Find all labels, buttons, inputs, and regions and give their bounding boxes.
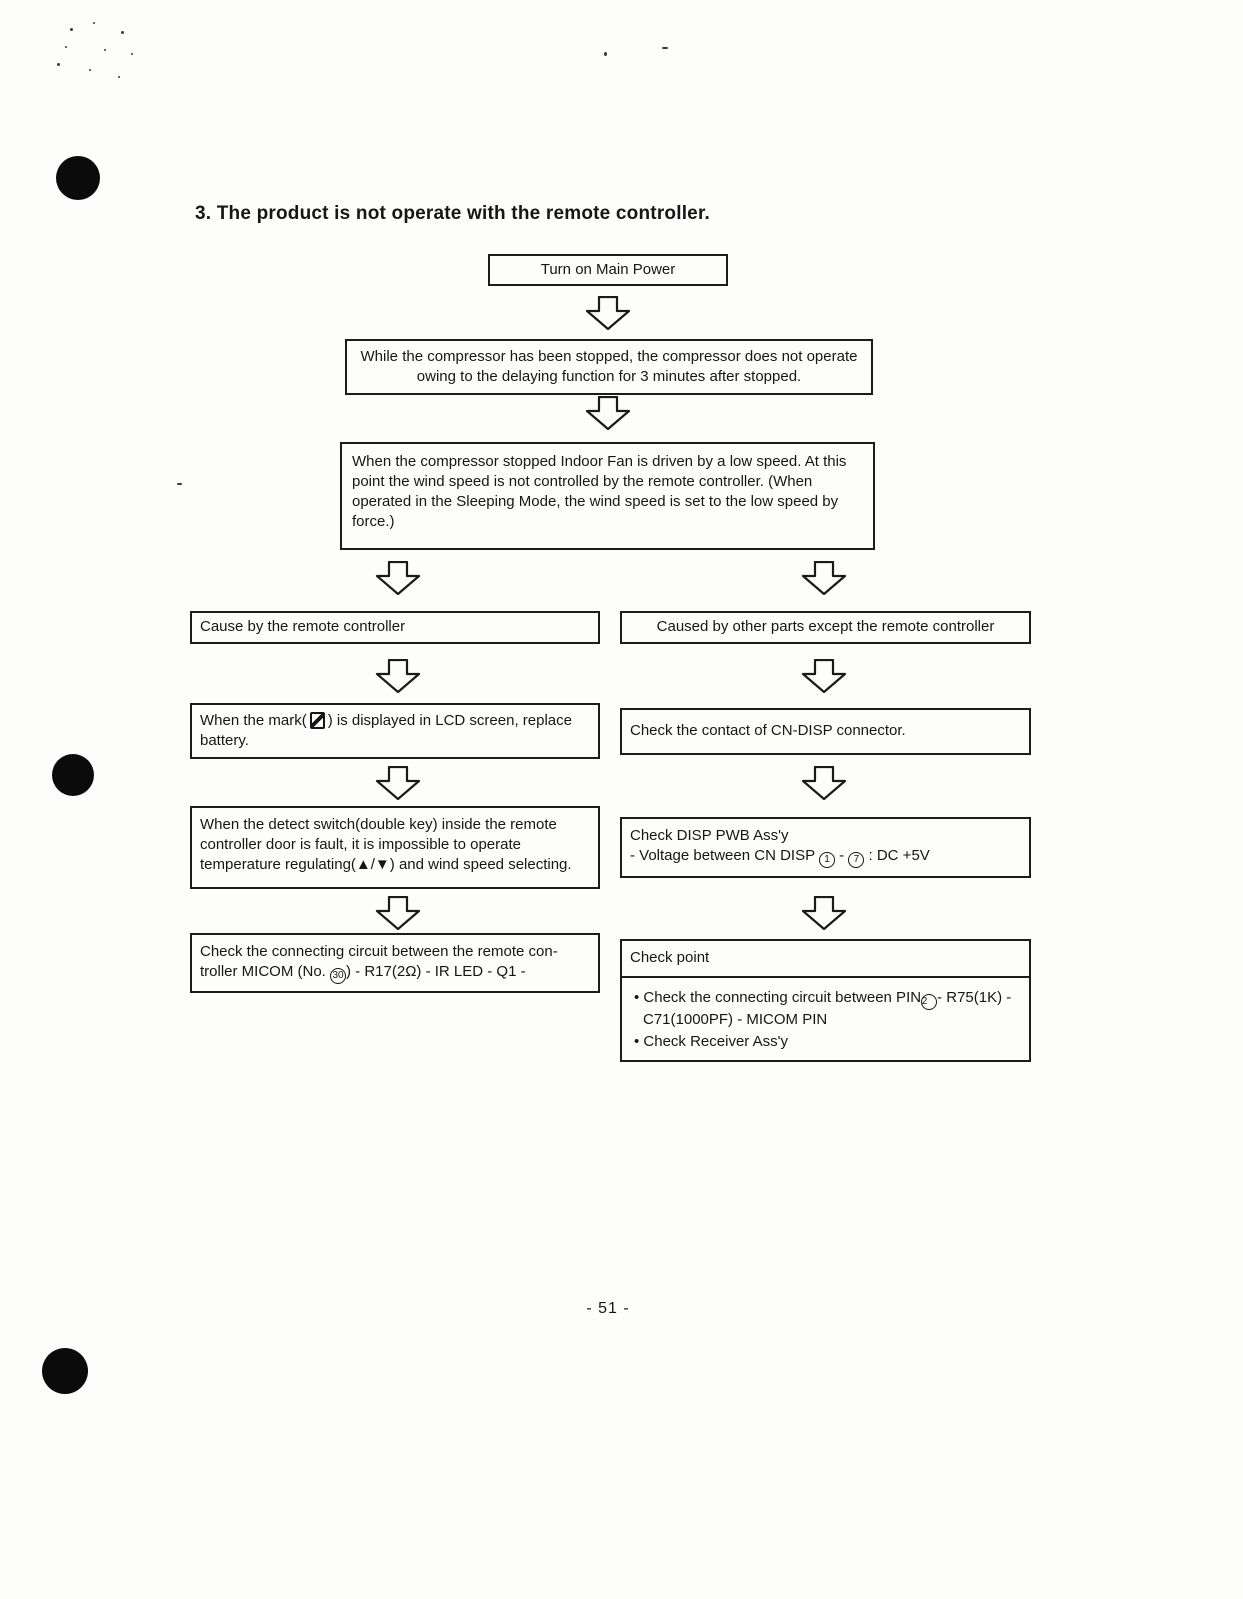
down-arrow-icon — [374, 896, 422, 930]
flow-box-check-point-title — [620, 939, 1031, 978]
flow-box-disp-pwb — [620, 817, 1031, 878]
flow-box-label-line2: - Voltage between CN DISP 1 - 7 : DC +5V — [630, 846, 1021, 868]
flow-box-compressor-delay — [345, 339, 873, 395]
flow-box-label: When the compressor stopped Indoor Fan is driven by a low speed. At this point the wind speed is not controlled by the remote controller. (When operated in the Sleeping Mode, the wind speed is set to the low speed by force.) — [352, 453, 847, 531]
check-point-item: • Check the connecting circuit between PIN2 - R75(1K) - C71(1000PF) - MICOM PIN — [634, 989, 1012, 1028]
flow-box-detect-switch — [190, 806, 600, 889]
page-number: - 51 - — [586, 1300, 630, 1317]
circled-pin-number: 7 — [848, 852, 864, 868]
flow-box-label: ) is displayed in LCD screen, replace battery. — [200, 712, 572, 750]
flow-box-cn-disp-connector — [620, 708, 1031, 755]
down-arrow-icon — [374, 766, 422, 800]
flow-box-turn-on-main-power — [488, 254, 728, 286]
circled-pin-number: 1 — [819, 852, 835, 868]
down-arrow-icon — [800, 766, 848, 800]
flow-box-label: Check DISP PWB Ass'y — [630, 827, 789, 844]
down-arrow-icon — [374, 659, 422, 693]
circled-micom-number: 30 — [330, 968, 346, 984]
flow-box-label: While the compressor has been stopped, the compressor does not operate owing to the delaying function for 3 minutes after stopped. — [360, 348, 858, 386]
flow-box-label: Check point — [630, 949, 710, 967]
down-arrow-icon — [800, 659, 848, 693]
flow-box-label: Check the contact of CN-DISP connector. — [630, 722, 906, 740]
flow-box-indoor-fan — [340, 442, 875, 550]
flow-box-battery-mark — [190, 703, 600, 759]
flow-box-label: When the mark( — [200, 712, 307, 729]
flow-box-label: Caused by other parts except the remote controller — [656, 618, 995, 636]
down-arrow-icon — [584, 296, 632, 330]
flow-box-label: Check the connecting circuit between the remote con-troller MICOM (No. — [200, 943, 558, 981]
section-heading: 3. The product is not operate with the remote controller. — [195, 203, 710, 224]
down-arrow-icon — [800, 896, 848, 930]
down-arrow-icon — [374, 561, 422, 595]
flow-box-label: ) - R17(2Ω) - IR LED - Q1 - — [346, 963, 526, 981]
flow-box-connecting-circuit — [190, 933, 600, 993]
down-arrow-icon — [584, 396, 632, 430]
down-arrow-icon — [800, 561, 848, 595]
circled-pin-number: 2 — [921, 994, 937, 1010]
punch-hole — [52, 754, 94, 796]
low-battery-icon — [310, 712, 325, 729]
flow-box-label: When the detect switch(double key) inside the remote controller door is fault, it is impossible to operate temperature regulating(▲/▼) and wind speed selecting. — [200, 816, 572, 874]
flow-box-cause-other-parts — [620, 611, 1031, 644]
flow-box-cause-remote — [190, 611, 600, 644]
check-point-item: • Check Receiver Ass'y — [634, 1033, 788, 1051]
flow-box-label: Turn on Main Power — [540, 260, 676, 278]
flow-box-check-point-body — [620, 976, 1031, 1062]
punch-hole — [56, 156, 100, 200]
punch-hole — [42, 1348, 88, 1394]
flow-box-label: Cause by the remote controller — [200, 618, 406, 636]
